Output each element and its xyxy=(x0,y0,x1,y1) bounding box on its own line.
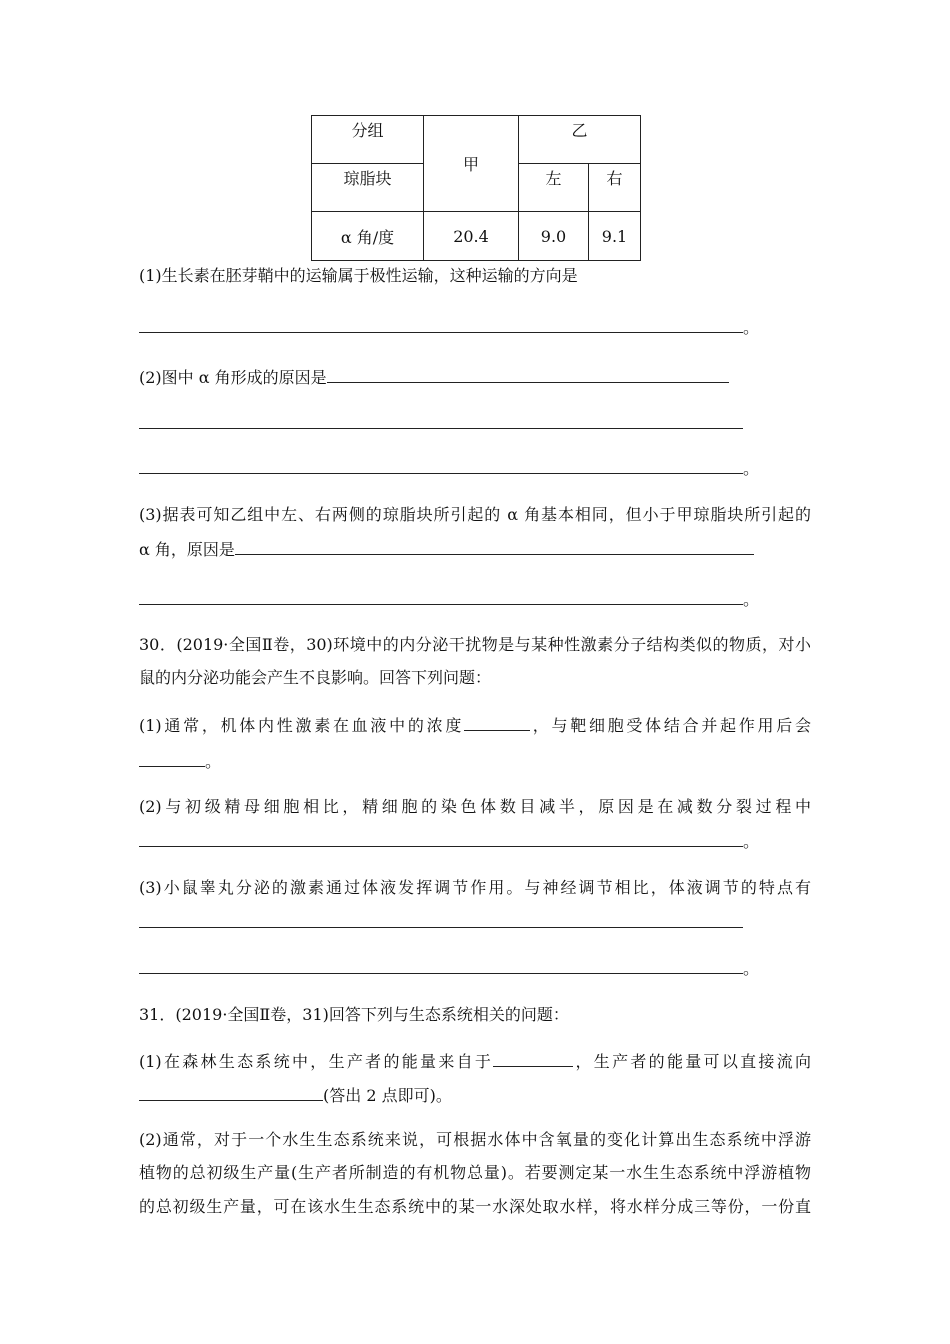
answer-blank[interactable] xyxy=(139,911,743,928)
value-right: 9.1 xyxy=(589,212,641,261)
value-jia: 20.4 xyxy=(424,212,519,261)
answer-blank[interactable] xyxy=(464,714,530,731)
q30-part3-answer-line xyxy=(139,911,743,934)
q29-part2-answer-line2: 。 xyxy=(139,457,759,480)
answer-blank[interactable] xyxy=(139,830,743,847)
answer-blank[interactable] xyxy=(139,1084,323,1101)
answer-blank[interactable] xyxy=(139,957,743,974)
q30-part2-answer: 。 xyxy=(139,830,759,853)
answer-blank[interactable] xyxy=(327,366,729,383)
answer-blank[interactable] xyxy=(139,588,743,605)
q30-stem-line1: 30．(2019·全国Ⅱ卷，30)环境中的内分泌干扰物是与某种性激素分子结构类似的物质，对小 xyxy=(139,635,811,654)
q30-part2: (2)与初级精母细胞相比，精细胞的染色体数目减半，原因是在减数分裂过程中 xyxy=(139,797,811,816)
header-block-cell: 琼脂块 xyxy=(312,164,424,212)
q29-part1: (1)生长素在胚芽鞘中的运输属于极性运输，这种运输的方向是 xyxy=(139,266,578,285)
q31-part2-line3: 的总初级生产量，可在该水生生态系统中的某一水深处取水样，将水样分成三等份，一份直 xyxy=(139,1197,811,1216)
answer-blank[interactable] xyxy=(139,412,743,429)
col-left-header: 左 xyxy=(519,164,589,212)
answer-blank[interactable] xyxy=(493,1050,573,1067)
alpha-angle-table xyxy=(311,115,641,261)
q31-stem: 31．(2019·全国Ⅱ卷，31)回答下列与生态系统相关的问题： xyxy=(139,1005,569,1024)
row-alpha-label: α 角/度 xyxy=(312,212,424,261)
q29-part3-line1: (3)据表可知乙组中左、右两侧的琼脂块所引起的 α 角基本相同，但小于甲琼脂块所引起的 xyxy=(139,505,811,524)
answer-blank[interactable] xyxy=(235,538,754,555)
col-right-header: 右 xyxy=(589,164,641,212)
header-group-cell: 分组 xyxy=(312,116,424,164)
q29-part3-line2: α 角，原因是 xyxy=(139,538,754,561)
q30-stem-line2: 鼠的内分泌功能会产生不良影响。回答下列问题： xyxy=(139,668,492,687)
answer-blank[interactable] xyxy=(139,316,743,333)
answer-blank[interactable] xyxy=(139,457,743,474)
q30-part3: (3)小鼠睾丸分泌的激素通过体液发挥调节作用。与神经调节相比，体液调节的特点有 xyxy=(139,878,811,897)
q31-part1-cont: (答出 2 点即可)。 xyxy=(139,1084,452,1107)
q29-part2: (2)图中 α 角形成的原因是 xyxy=(139,366,729,389)
q31-part2-line2: 植物的总初级生产量(生产者所制造的有机物总量)。若要测定某一水生生态系统中浮游植物 xyxy=(139,1163,811,1182)
q31-part1: (1)在森林生态系统中，生产者的能量来自于 ，生产者的能量可以直接流向 xyxy=(139,1052,811,1071)
q29-part2-answer-line xyxy=(139,412,743,435)
q30-part1: (1)通常，机体内性激素在血液中的浓度 ，与靶细胞受体结合并起作用后会 xyxy=(139,716,811,735)
value-left: 9.0 xyxy=(519,212,589,261)
q31-part2-line1: (2)通常，对于一个水生生态系统来说，可根据水体中含氧量的变化计算出生态系统中浮游 xyxy=(139,1130,811,1149)
q29-part3-answer: 。 xyxy=(139,588,759,611)
q30-part3-answer-line2: 。 xyxy=(139,957,759,980)
q29-part1-answer: 。 xyxy=(139,316,759,339)
col-jia-header: 甲 xyxy=(424,116,519,212)
col-yi-header: 乙 xyxy=(519,116,641,164)
answer-blank[interactable] xyxy=(139,750,205,767)
q30-part1-cont: 。 xyxy=(139,750,221,773)
